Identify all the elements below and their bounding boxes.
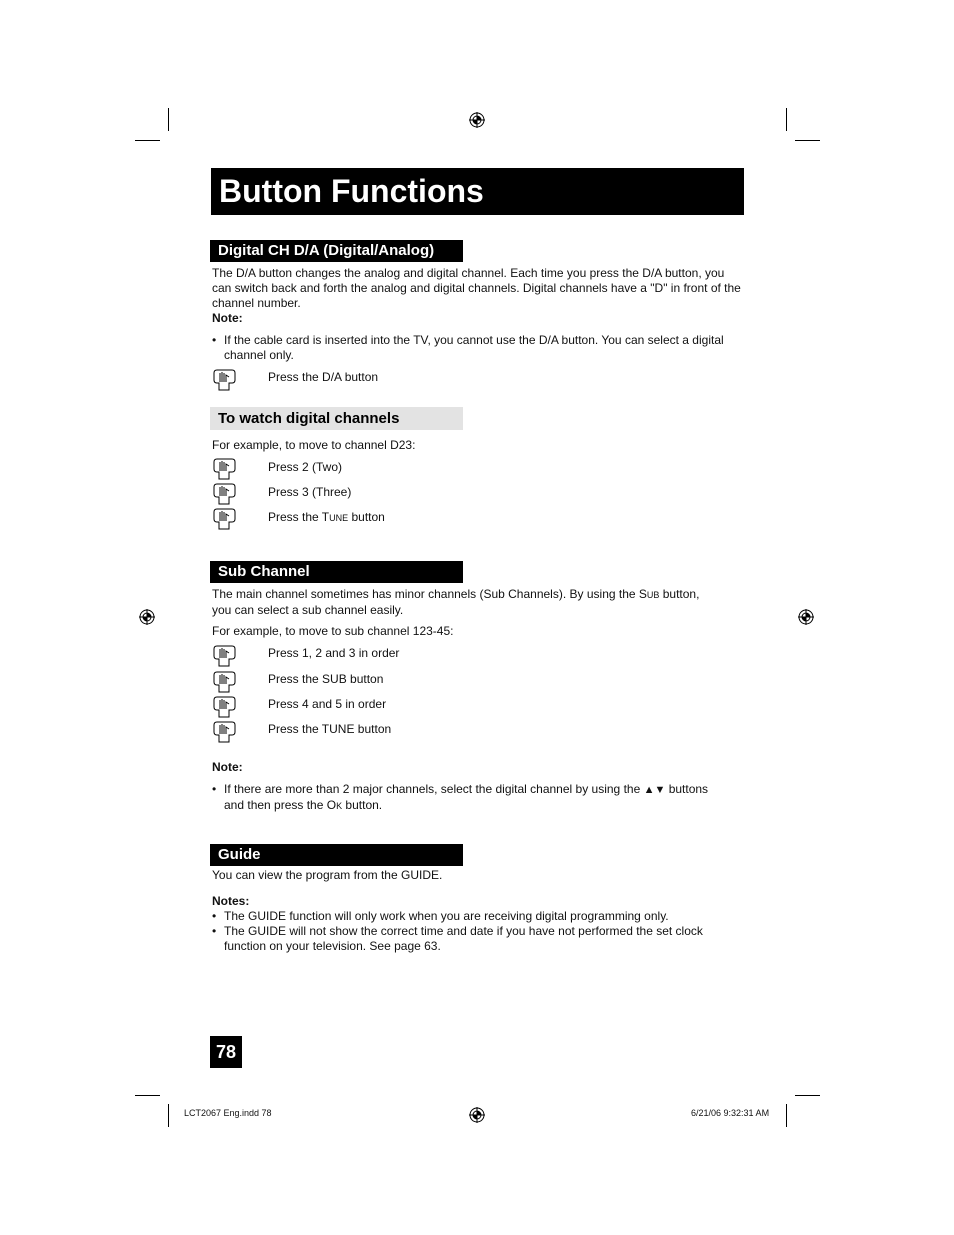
hand-press-icon: [212, 369, 237, 391]
step-text: Press 1, 2 and 3 in order: [268, 646, 400, 660]
step-text: Press 2 (Two): [268, 460, 343, 474]
crop-mark: [786, 108, 787, 131]
note-label: Note:: [212, 760, 243, 774]
up-down-arrows-icon: ▲▼: [643, 784, 666, 796]
small-caps-text: K: [336, 801, 343, 811]
bullet-text-part: and then press the O: [224, 798, 337, 812]
hand-press-icon: [212, 721, 237, 743]
note-bullet: [212, 782, 742, 814]
page-title: Button Functions: [211, 168, 744, 215]
small-caps-text: UB: [646, 590, 660, 600]
body-text-part: button,: [659, 587, 700, 601]
crop-mark: [786, 1104, 787, 1127]
bullet-text-part: buttons: [665, 782, 709, 796]
body-text-part: The main channel sometimes has minor channels (Sub Channels). By using the S: [212, 587, 647, 601]
section-heading-guide: Guide: [210, 844, 463, 866]
step-text: Press 3 (Three): [268, 485, 352, 499]
hand-press-icon: [212, 671, 237, 693]
crop-mark: [795, 1095, 820, 1096]
digital-da-body: The D/A button changes the analog and digital channel. Each time you press the D/A button, you can switch back and forth the analog and digital channels. Digital channels have a "D" in front of the channel number.: [212, 266, 741, 310]
sub-channel-body: [212, 587, 742, 618]
footer-file: LCT2067 Eng.indd 78: [184, 1108, 272, 1118]
step-text: [268, 510, 385, 526]
crop-mark: [135, 140, 160, 141]
page-number: 78: [210, 1036, 242, 1068]
guide-body: You can view the program from the GUIDE.: [212, 868, 443, 882]
crop-mark: [795, 140, 820, 141]
hand-press-icon: [212, 696, 237, 718]
sub-channel-intro: For example, to move to sub channel 123-45:: [212, 624, 454, 638]
hand-press-icon: [212, 458, 237, 480]
small-caps-text: UNE: [329, 513, 349, 523]
notes-label: Notes:: [212, 894, 250, 908]
crop-mark: [168, 1104, 169, 1127]
note-label: Note:: [212, 311, 243, 325]
footer-timestamp: 6/21/06 9:32:31 AM: [691, 1108, 770, 1118]
crop-mark: [168, 108, 169, 131]
note-bullet: • If the cable card is inserted into the TV, you cannot use the D/A button. You can select a digital channel only.: [212, 333, 742, 363]
registration-mark-icon: [139, 609, 155, 625]
step-text: Press the TUNE button: [268, 722, 392, 736]
crop-mark: [135, 1095, 160, 1096]
section-heading-watch-digital: To watch digital channels: [210, 407, 463, 430]
section-heading-sub-channel: Sub Channel: [210, 561, 463, 583]
step-text-part: Press the T: [268, 510, 330, 524]
watch-digital-intro: For example, to move to channel D23:: [212, 438, 416, 452]
body-text-part: you can select a sub channel easily.: [212, 603, 404, 617]
step-text: Press 4 and 5 in order: [268, 697, 387, 711]
note-bullet: • The GUIDE will not show the correct time and date if you have not performed the set clock function on your television. See page 63.: [212, 924, 742, 954]
registration-mark-icon: [798, 609, 814, 625]
registration-mark-icon: [469, 1107, 485, 1123]
step-text: Press the SUB button: [268, 672, 384, 686]
hand-press-icon: [212, 483, 237, 505]
bullet-text-part: If there are more than 2 major channels, select the digital channel by using the: [224, 782, 644, 796]
note-bullet: • The GUIDE function will only work when you are receiving digital programming only.: [212, 909, 742, 924]
hand-press-icon: [212, 508, 237, 530]
registration-mark-icon: [469, 112, 485, 128]
section-heading-digital-da: Digital CH D/A (Digital/Analog): [210, 240, 463, 262]
hand-press-icon: [212, 645, 237, 667]
step-text-part: button: [348, 510, 385, 524]
bullet-text-part: button.: [342, 798, 383, 812]
step-text: Press the D/A button: [268, 370, 379, 384]
